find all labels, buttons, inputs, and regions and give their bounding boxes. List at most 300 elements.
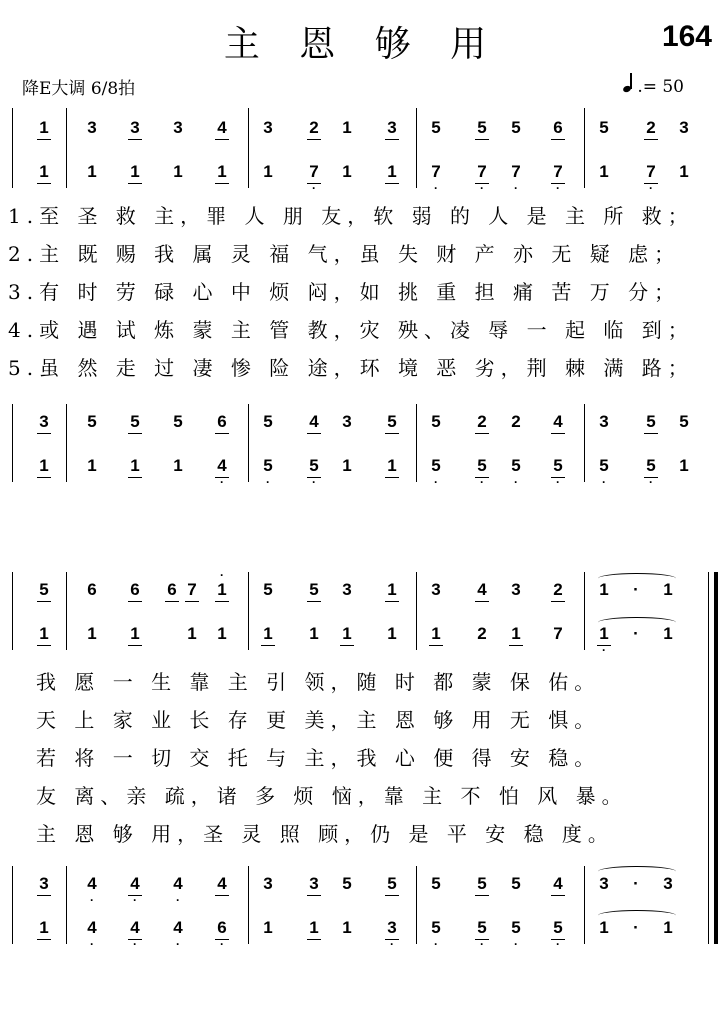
note-digit: 3 xyxy=(309,874,319,893)
sys2-lower2-note xyxy=(470,918,494,951)
note-digit: 1 xyxy=(39,162,49,181)
sys2-lower2-note xyxy=(210,918,234,951)
note-digit: 1 xyxy=(431,624,441,643)
final-thick-barline xyxy=(714,572,718,944)
underline-mark xyxy=(128,645,142,646)
sys1-upper-note xyxy=(335,118,359,138)
sys2-bottom-barline xyxy=(66,866,67,944)
note-digit: 1 xyxy=(309,624,319,643)
verse-text: 2.主 既 赐 我 属 灵 福 气，虽 失 财 产 亦 无 疑 虑； xyxy=(8,242,681,266)
sys1-upper2-note xyxy=(166,412,190,432)
underline-mark xyxy=(37,601,51,602)
sys1-lower2-note xyxy=(546,456,570,489)
note-digit: 1 xyxy=(599,918,609,937)
note-digit: 1 xyxy=(130,624,140,643)
underline-mark xyxy=(37,895,51,896)
note-digit: 4 xyxy=(173,918,183,937)
sys1-upper-note xyxy=(592,118,616,138)
tempo-marking xyxy=(623,74,684,97)
note-digit: 3 xyxy=(130,118,140,137)
note-digit: 2 xyxy=(477,412,487,431)
verse-text: 友 离、亲 疏，诸 多 烦 恼，靠 主 不 怕 风 暴。 xyxy=(36,784,628,808)
sys1-upper-note xyxy=(639,118,663,138)
note-digit: 6 xyxy=(87,580,97,599)
note-digit: 6 xyxy=(217,918,227,937)
sys2-top-barline xyxy=(12,572,13,650)
note-digit: 3 xyxy=(663,874,673,893)
verse-text: 1.至 圣 救 主，罪 人 朋 友，软 弱 的 人 是 主 所 救； xyxy=(8,204,694,228)
note-digit: 5 xyxy=(679,412,689,431)
sys2-lower2-note xyxy=(256,918,280,938)
note-digit: 5 xyxy=(387,874,397,893)
note-digit: 5 xyxy=(511,874,521,893)
sys1-upper2-note xyxy=(256,412,280,432)
low-octave-dot: · xyxy=(220,937,224,951)
sys1-lower2-note xyxy=(256,456,280,489)
underline-mark xyxy=(475,895,489,896)
sys1-upper2-note xyxy=(592,412,616,432)
note-digit: 5 xyxy=(599,118,609,137)
sys1-bottom-barline xyxy=(12,404,13,482)
sys1-upper-note xyxy=(504,118,528,138)
note-digit: 5 xyxy=(553,456,563,475)
sys2-lower-note xyxy=(424,624,448,644)
sys1-upper2-note xyxy=(504,412,528,432)
note-digit: 1 xyxy=(39,118,49,137)
sys1-upper2-note xyxy=(380,412,404,432)
sys2-upper2-note xyxy=(380,874,404,894)
sys2-upper2-note xyxy=(504,874,528,894)
note-digit: 5 xyxy=(263,580,273,599)
sys2-bottom-barline xyxy=(248,866,249,944)
low-octave-dot: · xyxy=(312,181,316,195)
sys2-upper2-note xyxy=(470,874,494,894)
underline-mark xyxy=(37,645,51,646)
underline-mark xyxy=(215,183,229,184)
note-digit: 1 xyxy=(87,162,97,181)
underline-mark xyxy=(307,601,321,602)
sys1-bottom-barline xyxy=(584,404,585,482)
sys1-lower-note xyxy=(639,162,663,195)
sys1-lower2-note xyxy=(504,456,528,489)
sys2-top-barline xyxy=(248,572,249,650)
sys1-upper2-note xyxy=(672,412,696,432)
high-octave-dot: · xyxy=(220,568,224,582)
sys2-lower2-note xyxy=(380,918,404,951)
sys1-lower-note xyxy=(470,162,494,195)
tempo-value: .= 50 xyxy=(637,77,684,97)
note-digit: 1 xyxy=(309,918,319,937)
sys2-lower-note xyxy=(546,624,570,644)
sys2-lower2-note xyxy=(32,918,56,938)
sys2-lower-note xyxy=(180,624,204,644)
underline-mark xyxy=(340,645,354,646)
sys2-lower-note xyxy=(302,624,326,644)
low-octave-dot: · xyxy=(390,937,394,951)
sys2-upper2-note xyxy=(210,874,234,894)
sys2-upper-note xyxy=(546,580,570,600)
note-digit: 1 xyxy=(342,456,352,475)
low-octave-dot: · xyxy=(434,181,438,195)
underline-mark xyxy=(307,939,321,940)
underline-mark xyxy=(128,139,142,140)
sys2-upper2-note xyxy=(302,874,326,894)
sys1-upper-note xyxy=(302,118,326,138)
sys1-lower2-note xyxy=(424,456,448,489)
low-octave-dot: · xyxy=(312,475,316,489)
sys2-upper2-note xyxy=(32,874,56,894)
note-digit: 5 xyxy=(511,456,521,475)
sys2-lower2-note xyxy=(656,918,680,938)
sys1-upper2-note xyxy=(424,412,448,432)
sys1-top-barline xyxy=(12,108,13,188)
note-digit: 4 xyxy=(553,874,563,893)
sys1-upper-note xyxy=(210,118,234,138)
underline-mark xyxy=(475,601,489,602)
underline-mark xyxy=(385,477,399,478)
sys2-upper-note xyxy=(32,580,56,600)
low-octave-dot: · xyxy=(434,937,438,951)
sys1-upper2-note xyxy=(32,412,56,432)
note-digit: 3 xyxy=(679,118,689,137)
sys1-lower-note xyxy=(672,162,696,182)
sys1-lower2-note xyxy=(302,456,326,489)
sys2-upper2-note xyxy=(624,874,648,894)
note-digit: 1 xyxy=(130,162,140,181)
verse-text: 3.有 时 劳 碌 心 中 烦 闷，如 挑 重 担 痛 苦 万 分； xyxy=(8,280,681,304)
note-digit: 5 xyxy=(646,412,656,431)
note-digit: 4 xyxy=(217,874,227,893)
sys1-upper-note xyxy=(470,118,494,138)
note-digit: 1 xyxy=(263,918,273,937)
sys2-lower2-note xyxy=(80,918,104,951)
sys1-lower2-note xyxy=(80,456,104,476)
note-digit: 3 xyxy=(387,118,397,137)
sys2-top-barline xyxy=(584,572,585,650)
underline-mark xyxy=(385,139,399,140)
sys1-bottom-barline xyxy=(248,404,249,482)
note-digit: 1 xyxy=(663,580,673,599)
low-octave-dot: · xyxy=(556,181,560,195)
note-digit: 5 xyxy=(263,456,273,475)
note-digit: 1 xyxy=(217,624,227,643)
note-digit: 1 xyxy=(387,580,397,599)
sys2-lower-note xyxy=(123,624,147,644)
note-digit: 1 xyxy=(342,162,352,181)
sys1-upper2-note xyxy=(470,412,494,432)
note-digit: 1 xyxy=(173,162,183,181)
sys1-lower-note xyxy=(123,162,147,182)
low-octave-dot: · xyxy=(556,475,560,489)
low-octave-dot: · xyxy=(514,937,518,951)
sys1-lower2-note xyxy=(166,456,190,476)
underline-mark xyxy=(475,139,489,140)
sys2-lower2-note xyxy=(302,918,326,938)
sys2-lower-note xyxy=(335,624,359,644)
note-digit: 3 xyxy=(431,580,441,599)
sys2-upper-note xyxy=(380,580,404,600)
underline-mark xyxy=(185,601,199,602)
note-digit: 1 xyxy=(342,624,352,643)
sys1-lower2-note xyxy=(123,456,147,476)
low-octave-dot: · xyxy=(176,937,180,951)
sys2-upper-note xyxy=(123,580,147,600)
sys1-upper-note xyxy=(32,118,56,138)
note-digit: 1 xyxy=(387,456,397,475)
underline-mark xyxy=(37,477,51,478)
note-digit: 4 xyxy=(477,580,487,599)
note-digit: 2 xyxy=(553,580,563,599)
sys1-lower2-note xyxy=(380,456,404,476)
underline-mark xyxy=(165,601,179,602)
sys1-bottom-barline xyxy=(66,404,67,482)
sys1-upper2-note xyxy=(335,412,359,432)
underline-mark xyxy=(128,477,142,478)
low-octave-dot: · xyxy=(176,893,180,907)
low-octave-dot: · xyxy=(480,475,484,489)
note-digit: 5 xyxy=(553,918,563,937)
sys2-lower-note xyxy=(210,624,234,644)
sys1-lower2-note xyxy=(592,456,616,489)
sys1-upper-note xyxy=(256,118,280,138)
note-digit: 5 xyxy=(342,874,352,893)
sys1-lower-note xyxy=(546,162,570,195)
sys1-upper-note xyxy=(80,118,104,138)
note-digit: 4 xyxy=(173,874,183,893)
note-digit: 1 xyxy=(679,162,689,181)
sys1-lower-note xyxy=(592,162,616,182)
verse-text: 我 愿 一 生 靠 主 引 领，随 时 都 蒙 保 佑。 xyxy=(36,670,601,694)
sys2-upper-note xyxy=(180,580,204,600)
note-digit: 3 xyxy=(39,874,49,893)
note-digit: 3 xyxy=(342,580,352,599)
sys1-lower-note xyxy=(210,162,234,182)
tie-mark xyxy=(598,617,676,628)
note-digit: 6 xyxy=(553,118,563,137)
sys2-upper2-note xyxy=(166,874,190,907)
note-digit: · xyxy=(633,874,639,893)
sys2-lower-note xyxy=(256,624,280,644)
low-octave-dot: · xyxy=(480,181,484,195)
note-digit: 7 xyxy=(553,162,563,181)
note-digit: 1 xyxy=(599,580,609,599)
underline-mark xyxy=(644,139,658,140)
sys1-lower2-note xyxy=(672,456,696,476)
sys2-lower2-note xyxy=(592,918,616,938)
sys1-upper-note xyxy=(424,118,448,138)
sys1-lower2-note xyxy=(32,456,56,476)
note-digit: 2 xyxy=(309,118,319,137)
note-digit: 1 xyxy=(39,918,49,937)
note-digit: 7 xyxy=(187,580,197,599)
sys2-lower2-note xyxy=(546,918,570,951)
underline-mark xyxy=(385,601,399,602)
low-octave-dot: · xyxy=(133,893,137,907)
note-digit: 5 xyxy=(431,456,441,475)
underline-mark xyxy=(644,433,658,434)
note-digit: 3 xyxy=(511,580,521,599)
low-octave-dot: · xyxy=(514,475,518,489)
verse-text: 5.虽 然 走 过 凄 惨 险 途，环 境 恶 劣，荆 棘 满 路； xyxy=(8,356,694,380)
note-digit: 5 xyxy=(173,412,183,431)
note-digit: 4 xyxy=(217,118,227,137)
note-digit: 1 xyxy=(342,918,352,937)
underline-mark xyxy=(37,939,51,940)
underline-mark xyxy=(385,895,399,896)
note-digit: 3 xyxy=(39,412,49,431)
note-digit: 1 xyxy=(39,624,49,643)
low-octave-dot: · xyxy=(514,181,518,195)
underline-mark xyxy=(37,183,51,184)
underline-mark xyxy=(215,601,229,602)
underline-mark xyxy=(307,895,321,896)
sys2-upper-note xyxy=(424,580,448,600)
sys2-lower2-note xyxy=(123,918,147,951)
note-digit: 5 xyxy=(263,412,273,431)
note-digit: 4 xyxy=(130,874,140,893)
underline-mark xyxy=(307,433,321,434)
underline-mark xyxy=(551,433,565,434)
sys1-lower-note xyxy=(335,162,359,182)
underline-mark xyxy=(385,183,399,184)
note-digit: 1 xyxy=(263,624,273,643)
note-digit: 3 xyxy=(342,412,352,431)
note-digit: 7 xyxy=(553,624,563,643)
sys2-lower2-note xyxy=(424,918,448,951)
verse-text: 4.或 遇 试 炼 蒙 主 管 教，灾 殃、凌 辱 一 起 临 到； xyxy=(8,318,694,342)
note-digit: 4 xyxy=(130,918,140,937)
note-digit: 7 xyxy=(511,162,521,181)
note-digit: 6 xyxy=(217,412,227,431)
verse-text: 若 将 一 切 交 托 与 主，我 心 便 得 安 稳。 xyxy=(36,746,601,770)
note-digit: 7 xyxy=(309,162,319,181)
note-digit: 5 xyxy=(511,918,521,937)
sys1-upper2-note xyxy=(123,412,147,432)
sys2-upper2-note xyxy=(656,874,680,894)
sys1-top-barline xyxy=(66,108,67,188)
sys2-upper2-note xyxy=(123,874,147,907)
low-octave-dot: · xyxy=(133,937,137,951)
sys2-top-barline xyxy=(66,572,67,650)
quarter-note-icon xyxy=(623,74,635,92)
sys2-lower2-note xyxy=(624,918,648,938)
sys1-lower-note xyxy=(32,162,56,182)
sys2-lower2-note xyxy=(504,918,528,951)
note-digit: 4 xyxy=(553,412,563,431)
note-digit: 1 xyxy=(511,624,521,643)
underline-mark xyxy=(261,645,275,646)
note-digit: 5 xyxy=(511,118,521,137)
sys2-lower-note xyxy=(470,624,494,644)
note-digit: 5 xyxy=(130,412,140,431)
hymn-number: 164 xyxy=(661,20,712,53)
sys2-upper-note xyxy=(80,580,104,600)
sys1-upper2-note xyxy=(546,412,570,432)
underline-mark xyxy=(128,433,142,434)
note-digit: 1 xyxy=(217,162,227,181)
sys1-lower2-note xyxy=(210,456,234,489)
underline-mark xyxy=(215,433,229,434)
note-digit: 3 xyxy=(87,118,97,137)
note-digit: 3 xyxy=(599,412,609,431)
sys2-upper-note xyxy=(302,580,326,600)
underline-mark xyxy=(307,139,321,140)
note-digit: 7 xyxy=(477,162,487,181)
low-octave-dot: · xyxy=(649,475,653,489)
note-digit: 1 xyxy=(87,624,97,643)
sys2-upper2-note xyxy=(335,874,359,894)
note-digit: · xyxy=(633,624,639,643)
note-digit: 1 xyxy=(87,456,97,475)
note-digit: 1 xyxy=(599,624,609,643)
sys1-upper-note xyxy=(380,118,404,138)
tie-mark xyxy=(598,573,676,584)
sys1-top-barline xyxy=(416,108,417,188)
key-signature: 降E大调 6/8拍 xyxy=(22,79,136,99)
note-digit: 5 xyxy=(387,412,397,431)
underline-mark xyxy=(215,139,229,140)
underline-mark xyxy=(215,895,229,896)
note-digit: 3 xyxy=(263,874,273,893)
sys1-lower-note xyxy=(166,162,190,182)
note-digit: 1 xyxy=(679,456,689,475)
note-digit: 1 xyxy=(663,624,673,643)
sys2-bottom-barline xyxy=(12,866,13,944)
underline-mark xyxy=(551,895,565,896)
note-digit: 5 xyxy=(431,918,441,937)
underline-mark xyxy=(509,645,523,646)
note-digit: 1 xyxy=(342,118,352,137)
underline-mark xyxy=(551,139,565,140)
note-digit: 5 xyxy=(431,874,441,893)
sys1-lower2-note xyxy=(335,456,359,476)
final-thin-barline xyxy=(708,572,709,944)
sys2-lower-note xyxy=(380,624,404,644)
sys2-upper-note xyxy=(470,580,494,600)
sys1-top-barline xyxy=(248,108,249,188)
note-digit: 3 xyxy=(173,118,183,137)
sys2-top-barline xyxy=(416,572,417,650)
note-digit: 1 xyxy=(187,624,197,643)
low-octave-dot: · xyxy=(90,937,94,951)
note-digit: 3 xyxy=(387,918,397,937)
low-octave-dot: · xyxy=(90,893,94,907)
sys1-lower2-note xyxy=(639,456,663,489)
note-digit: 5 xyxy=(477,874,487,893)
note-digit: 6 xyxy=(167,580,177,599)
note-digit: 5 xyxy=(477,918,487,937)
sys1-upper2-note xyxy=(639,412,663,432)
underline-mark xyxy=(475,433,489,434)
low-octave-dot: · xyxy=(266,475,270,489)
sys2-bottom-barline xyxy=(584,866,585,944)
underline-mark xyxy=(385,433,399,434)
note-digit: 3 xyxy=(599,874,609,893)
note-digit: 5 xyxy=(309,456,319,475)
sys2-upper-note xyxy=(504,580,528,600)
note-digit: 4 xyxy=(87,918,97,937)
verse-text: 主 恩 够 用，圣 灵 照 顾，仍 是 平 安 稳 度。 xyxy=(36,822,614,846)
underline-mark xyxy=(551,601,565,602)
sys2-lower-note xyxy=(80,624,104,644)
note-digit: 2 xyxy=(511,412,521,431)
sys2-upper-note xyxy=(335,580,359,600)
tie-mark xyxy=(598,866,676,877)
sys2-lower2-note xyxy=(335,918,359,938)
note-digit: 5 xyxy=(431,118,441,137)
note-digit: 1 xyxy=(173,456,183,475)
note-digit: 1 xyxy=(130,456,140,475)
